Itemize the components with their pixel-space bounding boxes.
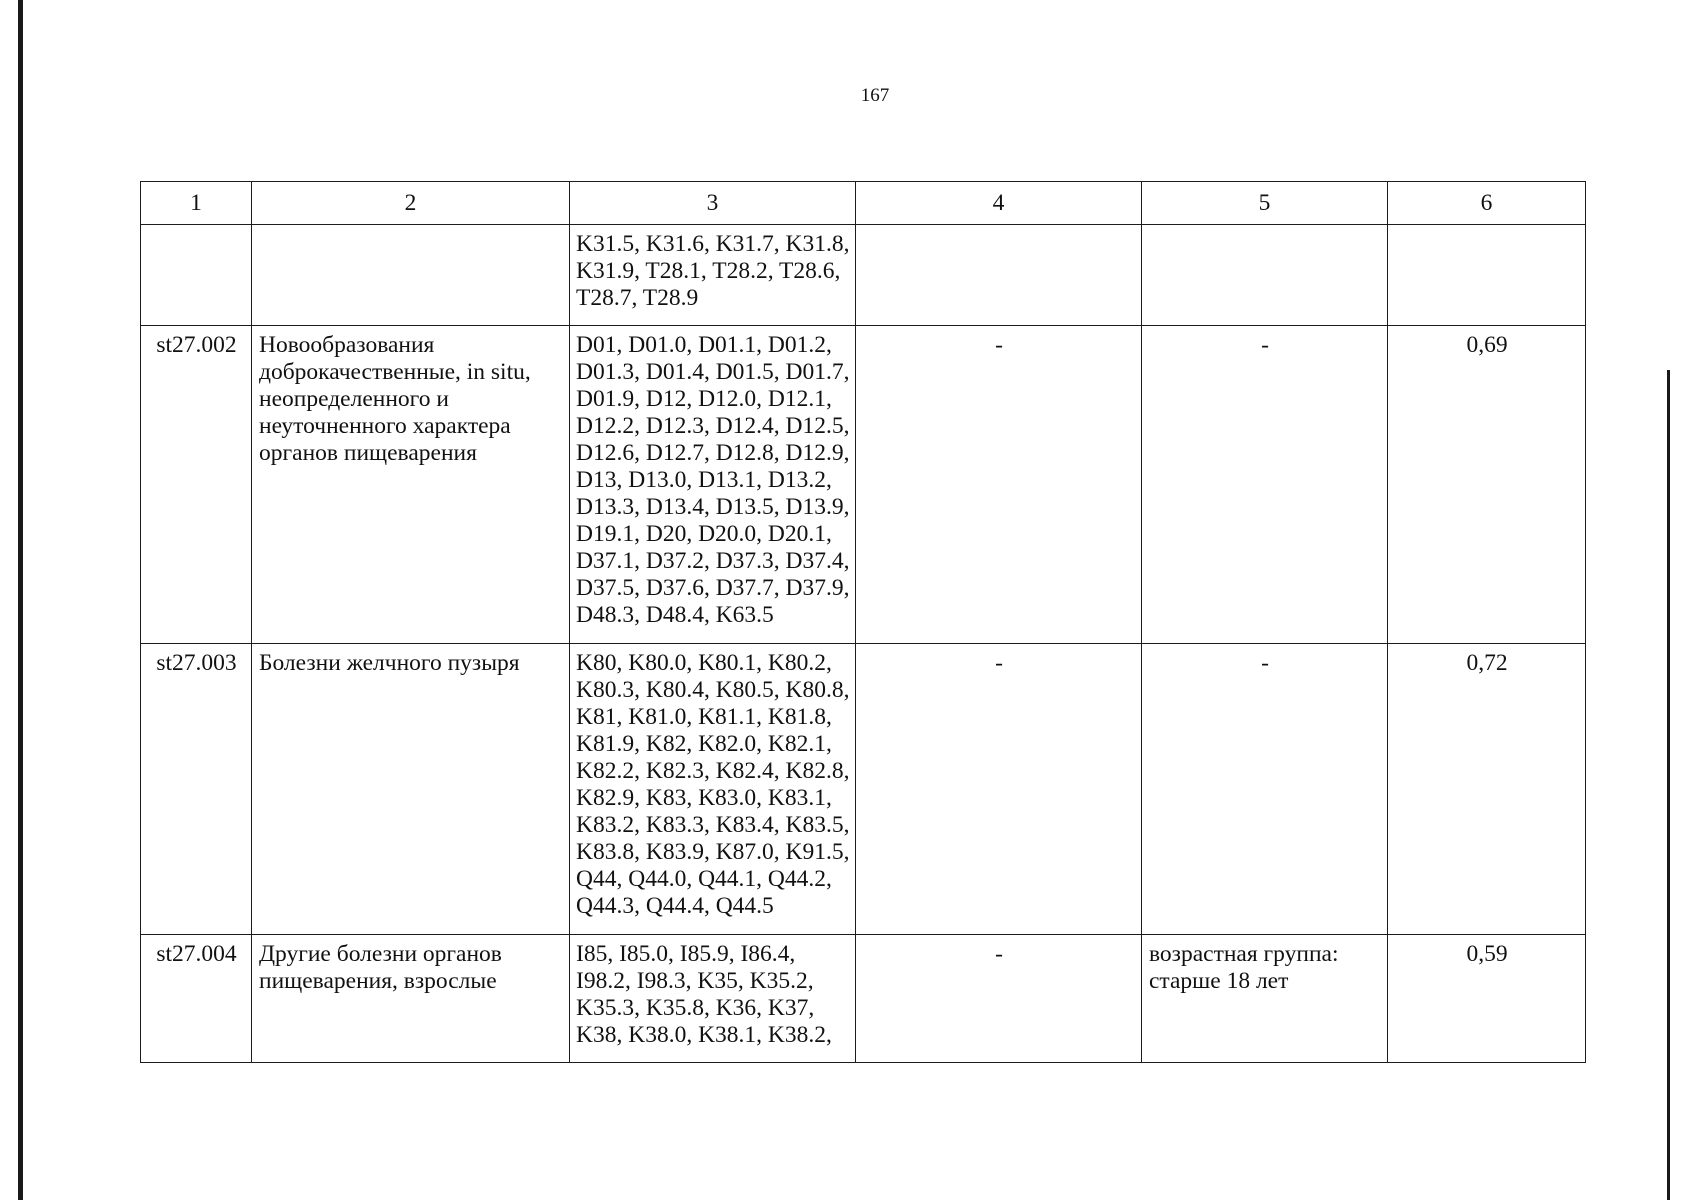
icd-line: D37.1, D37.2, D37.3, D37.4, — [576, 548, 850, 574]
icd-line: K81.9, K82, K82.0, K82.1, — [576, 731, 832, 757]
column-5-cell: возрастная группа: старше 18 лет — [1142, 935, 1388, 1063]
column-4-cell: - — [856, 326, 1142, 644]
column-4-cell — [856, 225, 1142, 326]
icd-line: D01.3, D01.4, D01.5, D01.7, — [576, 359, 850, 385]
icd-line: D12.2, D12.3, D12.4, D12.5, — [576, 413, 850, 439]
column-4-cell: - — [856, 644, 1142, 935]
icd-line: D13.3, D13.4, D13.5, D13.9, — [576, 494, 850, 520]
icd-line: D48.3, D48.4, K63.5 — [576, 602, 774, 628]
icd-line: K35.3, K35.8, K36, K37, — [576, 995, 815, 1021]
tariff-table-container — [140, 181, 1585, 1063]
icd-line: T28.7, T28.9 — [576, 285, 699, 311]
coefficient-cell: 0,59 — [1388, 935, 1586, 1063]
icd-line: Q44, Q44.0, Q44.1, Q44.2, — [576, 866, 832, 892]
icd-line: D01, D01.0, D01.1, D01.2, — [576, 332, 832, 358]
icd-line: D12.6, D12.7, D12.8, D12.9, — [576, 440, 850, 466]
icd-codes-cell — [570, 935, 856, 1063]
header-cell: 2 — [252, 182, 570, 225]
scan-edge-left — [18, 0, 23, 1200]
icd-codes-cell — [570, 225, 856, 326]
icd-line: K38, K38.0, K38.1, K38.2, — [576, 1022, 832, 1048]
header-cell: 4 — [856, 182, 1142, 225]
header-cell: 1 — [141, 182, 252, 225]
table-header-row — [141, 182, 1586, 225]
icd-line: K82.9, K83, K83.0, K83.1, — [576, 785, 832, 811]
group-code-cell: st27.003 — [141, 644, 252, 935]
icd-codes-cell — [570, 644, 856, 935]
page-number: 167 — [860, 85, 890, 106]
coefficient-cell — [1388, 225, 1586, 326]
icd-line: D01.9, D12, D12.0, D12.1, — [576, 386, 832, 412]
icd-line: K83.8, K83.9, K87.0, K91.5, — [576, 839, 850, 865]
group-name-cell — [252, 225, 570, 326]
icd-line: D13, D13.0, D13.1, D13.2, — [576, 467, 832, 493]
table-row — [141, 326, 1586, 644]
group-name-cell: Болезни желчного пузыря — [252, 644, 570, 935]
icd-line: K80.3, K80.4, K80.5, K80.8, — [576, 677, 850, 703]
coefficient-cell: 0,69 — [1388, 326, 1586, 644]
icd-line: K31.5, K31.6, K31.7, K31.8, — [576, 231, 850, 257]
icd-line: K31.9, T28.1, T28.2, T28.6, — [576, 258, 841, 284]
tariff-table — [140, 181, 1586, 1063]
group-code-cell: st27.004 — [141, 935, 252, 1063]
group-name-cell: Новообразования доброкачественные, in situ, неопределенного и неуточненного характера органов пищеварения — [252, 326, 570, 644]
group-code-cell: st27.002 — [141, 326, 252, 644]
coefficient-cell: 0,72 — [1388, 644, 1586, 935]
icd-line: K83.2, K83.3, K83.4, K83.5, — [576, 812, 850, 838]
icd-line: K80, K80.0, K80.1, K80.2, — [576, 650, 832, 676]
icd-codes-cell — [570, 326, 856, 644]
icd-line: I85, I85.0, I85.9, I86.4, — [576, 941, 796, 967]
table-row — [141, 935, 1586, 1063]
header-cell: 3 — [570, 182, 856, 225]
group-code-cell — [141, 225, 252, 326]
column-5-cell: - — [1142, 326, 1388, 644]
icd-line: K82.2, K82.3, K82.4, K82.8, — [576, 758, 850, 784]
icd-line: Q44.3, Q44.4, Q44.5 — [576, 893, 774, 919]
column-5-cell — [1142, 225, 1388, 326]
scan-edge-right — [1667, 370, 1670, 1200]
column-5-cell: - — [1142, 644, 1388, 935]
table-row — [141, 644, 1586, 935]
group-name-cell: Другие болезни органов пищеварения, взрослые — [252, 935, 570, 1063]
table-row — [141, 225, 1586, 326]
icd-line: D37.5, D37.6, D37.7, D37.9, — [576, 575, 850, 601]
header-cell: 6 — [1388, 182, 1586, 225]
icd-line: K81, K81.0, K81.1, K81.8, — [576, 704, 832, 730]
column-4-cell: - — [856, 935, 1142, 1063]
icd-line: D19.1, D20, D20.0, D20.1, — [576, 521, 832, 547]
header-cell: 5 — [1142, 182, 1388, 225]
icd-line: I98.2, I98.3, K35, K35.2, — [576, 968, 814, 994]
